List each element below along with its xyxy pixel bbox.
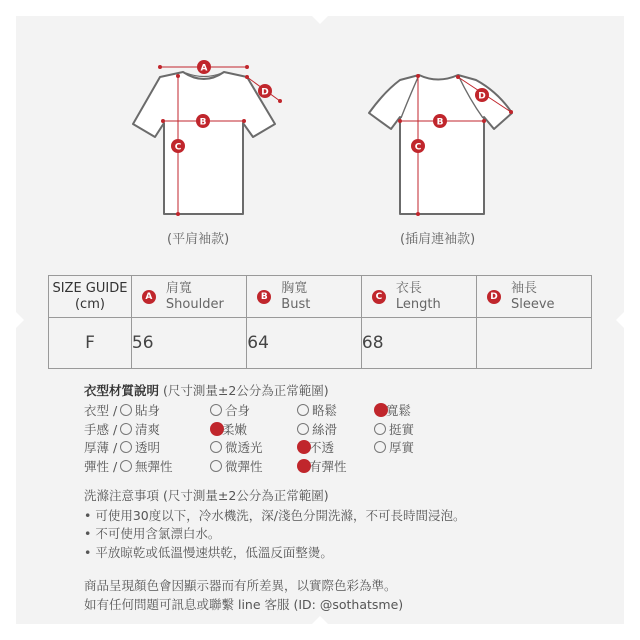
size-guide-table <box>48 275 592 369</box>
column-zh-label: 肩寬 <box>165 280 192 296</box>
material-option-label: 絲滑 <box>312 421 338 437</box>
material-option-label: 透明 <box>135 440 161 455</box>
notes-section <box>84 576 403 614</box>
column-en-label: Length <box>395 296 441 312</box>
material-rows <box>84 401 504 475</box>
tshirt-diagrams <box>0 0 640 260</box>
material-option <box>297 438 334 456</box>
size-guide-corner <box>49 276 132 318</box>
radio-circle-icon <box>374 423 386 435</box>
radio-circle-icon <box>120 441 132 453</box>
material-row-label: 彈性 / <box>84 458 118 474</box>
material-option-label: 寬鬆 <box>386 403 412 418</box>
frame-notch-left <box>16 312 24 328</box>
raglan-sleeve-tshirt-icon <box>369 74 513 216</box>
material-option-label: 清爽 <box>135 421 161 437</box>
measure-marker-b-raglan <box>433 114 447 128</box>
material-option <box>210 420 247 438</box>
raglan-sleeve-caption: (插肩連袖款) <box>400 232 476 247</box>
wash-item: • 不可使用含氯漂白水。 <box>84 526 221 541</box>
material-option-label: 微透光 <box>225 440 263 455</box>
measure-marker-a-flat <box>197 60 211 74</box>
measure-marker-d-flat <box>258 84 272 98</box>
material-option-label: 有彈性 <box>309 458 347 474</box>
frame-notch-bottom <box>312 616 328 624</box>
wash-item: • 平放晾乾或低溫慢速烘乾，低溫反面整燙。 <box>84 544 333 560</box>
measure-marker-b-flat <box>196 114 210 128</box>
material-option <box>210 438 263 456</box>
svg-text:D: D <box>478 91 486 102</box>
radio-circle-icon <box>210 460 222 472</box>
material-title-line <box>84 381 504 401</box>
material-option <box>210 401 250 419</box>
column-header-shoulder <box>131 276 246 318</box>
column-zh-label: 衣長 <box>395 280 422 296</box>
svg-text:B: B <box>436 117 444 128</box>
measure-marker-c-flat <box>171 139 185 153</box>
radio-circle-icon <box>374 441 386 453</box>
flat-sleeve-caption: (平肩袖款) <box>167 232 230 247</box>
color-disclaimer: 商品呈現顏色會因顯示器而有所差異，以實際色彩為準。 <box>84 578 397 593</box>
column-zh-label: 袖長 <box>510 280 537 296</box>
size-unit-label: (cm) <box>74 296 105 312</box>
material-row <box>84 457 504 476</box>
material-title: 衣型材質說明 <box>84 383 160 398</box>
radio-circle-icon <box>297 404 309 416</box>
material-option <box>374 401 411 419</box>
shoulder-value: 56 <box>131 318 246 369</box>
column-en-label: Bust <box>281 296 311 312</box>
bust-value: 64 <box>247 318 362 369</box>
material-option-label: 不透 <box>309 440 335 455</box>
sleeve-value <box>476 318 591 369</box>
length-value: 68 <box>361 318 476 369</box>
radio-circle-icon <box>120 423 132 435</box>
material-option <box>120 457 173 475</box>
column-header-sleeve <box>476 276 591 318</box>
material-option-label: 無彈性 <box>135 458 173 474</box>
table-row <box>49 318 592 369</box>
badge-d: D <box>487 290 501 304</box>
material-row-label: 手感 / <box>84 421 118 437</box>
contact-info: 如有任何問題可訊息或聯繫 line 客服 (ID: @sothatsme) <box>84 597 404 612</box>
svg-text:C: C <box>414 142 422 153</box>
material-option <box>297 401 337 419</box>
frame-notch-right <box>616 312 624 328</box>
size-guide-label: SIZE GUIDE <box>52 280 128 296</box>
material-section <box>84 381 504 475</box>
radio-circle-icon <box>120 404 132 416</box>
wash-title-line <box>84 487 465 506</box>
badge-b: B <box>257 290 271 304</box>
material-option-label: 厚實 <box>389 440 415 455</box>
material-row-label: 厚薄 / <box>84 440 118 455</box>
size-cell: F <box>49 318 132 369</box>
size-table-header-row <box>49 276 592 318</box>
material-row <box>84 401 504 420</box>
column-header-length <box>361 276 476 318</box>
radio-circle-icon <box>120 460 132 472</box>
svg-text:B: B <box>199 117 207 128</box>
material-option-label: 貼身 <box>135 403 161 418</box>
material-option <box>374 420 414 438</box>
material-option <box>297 457 347 475</box>
column-en-label: Shoulder <box>165 296 224 312</box>
wash-title: 洗滌注意事項 <box>84 488 160 503</box>
svg-text:C: C <box>174 142 182 153</box>
column-header-bust <box>247 276 362 318</box>
svg-text:D: D <box>261 87 269 98</box>
material-option-label: 挺實 <box>389 421 415 437</box>
material-row <box>84 420 504 439</box>
material-note: (尺寸測量±2公分為正常範圍) <box>163 383 329 398</box>
column-zh-label: 胸寬 <box>281 280 308 296</box>
material-row-label: 衣型 / <box>84 403 118 418</box>
material-row <box>84 438 504 457</box>
svg-text:A: A <box>200 63 208 74</box>
measure-marker-d-raglan <box>475 88 489 102</box>
wash-item: • 可使用30度以下，冷水機洗，深/淺色分開洗滌，不可長時間浸泡。 <box>84 507 466 523</box>
material-option-label: 微彈性 <box>225 458 263 474</box>
radio-circle-icon <box>210 441 222 453</box>
material-option <box>120 401 160 419</box>
radio-circle-icon <box>297 423 309 435</box>
material-option-label: 略鬆 <box>312 403 338 418</box>
column-en-label: Sleeve <box>510 296 555 312</box>
material-option <box>210 457 263 475</box>
material-option <box>120 420 160 438</box>
material-option <box>120 438 160 456</box>
material-option-label: 柔嫩 <box>222 421 248 437</box>
material-option-label: 合身 <box>225 403 251 418</box>
badge-c: C <box>372 290 386 304</box>
wash-section <box>84 487 465 562</box>
radio-circle-icon <box>210 404 222 416</box>
material-option <box>374 438 414 456</box>
badge-a: A <box>142 290 156 304</box>
material-option <box>297 420 337 438</box>
wash-note: (尺寸測量±2公分為正常範圍) <box>163 488 329 503</box>
measure-marker-c-raglan <box>411 139 425 153</box>
